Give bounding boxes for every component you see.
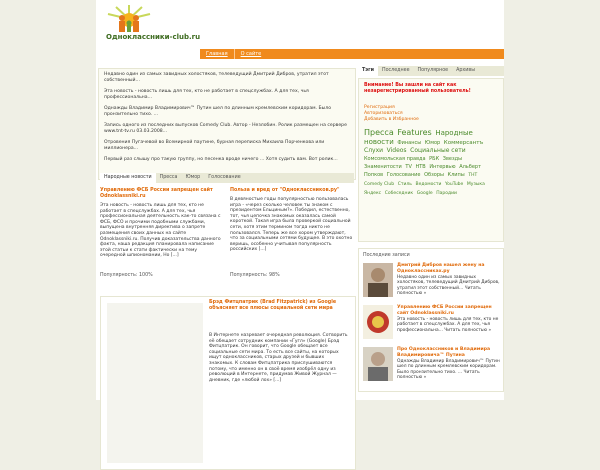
tag-cloud (364, 129, 498, 198)
featured-post (100, 296, 356, 470)
sidebar-tabs (358, 66, 504, 76)
tag-link[interactable]: Звезды (442, 156, 463, 162)
tag-link[interactable]: Юмор (424, 140, 441, 146)
tab-latest[interactable]: Последнее (381, 68, 410, 73)
logo-icon[interactable] (100, 4, 158, 34)
recent-post-item (363, 263, 501, 303)
post-excerpt: Эта новость - новость лишь для тех, кто не работает в спецслужбах. А для тех, чья профессиональная деятельность как-то связана с ФСБ, ФСО и прочими подобными службами, выпущена внутренняя директива о запрете размещения своих данных на сайте Odnoklassniki.ru. Получив доказательства данного факта, наша редакция планировала написание этой статьи к стати фактически на тему очередной шпиономании, Но [...] (100, 203, 221, 259)
tag-link[interactable]: Клипы (447, 172, 465, 178)
category-tabs (100, 173, 354, 183)
tag-link[interactable]: Собеседник (384, 191, 414, 196)
tag-link[interactable]: Яндекс (364, 191, 382, 196)
tag-link[interactable]: Интервью (429, 164, 456, 170)
tab-popular[interactable]: Популярное (417, 68, 449, 73)
featured-post-excerpt: В Интернете назревает очередная революция. Сотворить её обещает сотрудник компании «Гугл» (Google) Брэд Фитцпатрик. Он говорит, что Google обещает все социальные сети мира. То есть все сайты, на которых ищут одноклассников, старых друзей и бывших знакомых. К словам Фитцпатрика прислушиваются потому, что именно он в своё время изобрёл одну из революций в Интернете, придумав Живой Журнал — дневник, где «любой лох» [...] (209, 333, 348, 383)
tag-link[interactable]: НТВ (415, 164, 426, 170)
featured-post-title[interactable]: Брэд Фитцпатрик (Brad Fitzpatrick) из Google объясняет все плюсы социальной сети мира (209, 300, 337, 311)
tag-link[interactable]: TV (405, 164, 412, 170)
header (96, 0, 504, 46)
sidebar-tag-box (358, 78, 504, 242)
recent-post-excerpt: Недавно один из самых завидных холостяков, телеведущий Дмитрий Дибров, утратил этот собственный... Читать полностью » (397, 275, 500, 297)
tag-link[interactable]: Comedy Club (364, 182, 395, 187)
recent-post-item (363, 347, 501, 387)
intro-item[interactable]: Первый раз слышу про такую группу, но песенка вроде ничего ... Хотя судить вам. Вот ролик... (104, 157, 338, 162)
tag-link[interactable]: Знаменитости (364, 164, 402, 170)
tab-archives[interactable]: Архивы (456, 68, 475, 73)
post-popularity: Популярность: 98% (230, 273, 280, 278)
top-nav (200, 49, 504, 59)
tag-link[interactable]: Альберт Попков (364, 164, 481, 178)
page-container (96, 0, 504, 400)
tag-link[interactable]: Ведомости (415, 182, 442, 187)
posts-grid (100, 188, 354, 278)
register-link[interactable]: Регистрация (364, 105, 395, 110)
tag-link[interactable]: Народные новости (364, 129, 473, 146)
tag-link[interactable]: Videos (386, 147, 407, 154)
recent-post-thumbnail[interactable] (363, 347, 393, 381)
intro-item[interactable]: Однажды Владимир Владимирович™ Путин шел по длинным кремлевским коридорам. Было пронзительно тихо. ... (104, 106, 332, 117)
post-title[interactable]: Управлению ФСБ России запрещен сайт Odnoklassniki.ru (100, 188, 213, 199)
tag-link[interactable]: Пародии (436, 191, 457, 196)
tag-link[interactable]: YouTube (445, 182, 464, 187)
tag-link[interactable]: Google (416, 191, 433, 196)
tag-link[interactable]: Стиль (397, 182, 412, 187)
tag-link[interactable]: Features (397, 128, 432, 137)
intro-box (98, 68, 356, 180)
account-links (364, 105, 498, 123)
tab-press[interactable]: Пресса (159, 175, 178, 180)
recent-post-thumbnail[interactable] (363, 263, 393, 297)
tab-tags[interactable]: Тэги (358, 66, 378, 76)
intro-item[interactable]: Эта новость - новость лишь для тех, кто не работает в спецслужбах. А для тех, чья профессиональна... (104, 89, 309, 100)
sidebar (358, 66, 504, 392)
recent-post-item (363, 305, 501, 345)
intro-item[interactable]: Отровения Пугачевой во Всемирной паутине, бурная переписка Михаила Порченкова или миллионера... (104, 140, 325, 151)
post-title[interactable]: Польза и вред от "Одноклассников.ру" (230, 188, 340, 193)
tag-link[interactable]: Комсомольская правда (364, 156, 426, 162)
intro-item[interactable]: Недавно один из самых завидных холостяков, телеведущий Дмитрий Дибров, утратил этот собственный... (104, 72, 329, 83)
recent-post-excerpt: Эта новость - новость лишь для тех, кто не работает в спецслужбах. А для тех, чья профессиональна... Читать полностью » (397, 317, 499, 333)
recent-post-excerpt: Однажды Владимир Владимирович™ Путин шел по длинным кремлевским коридорам. Было пронзительно тихо. ... Читать полностью » (397, 359, 500, 381)
recent-posts (358, 248, 504, 392)
tag-link[interactable]: Социальные сети (410, 147, 466, 154)
tag-link[interactable]: ТНТ (468, 173, 478, 178)
intro-item[interactable]: Запись одного из последних выпусков Comedy Club. Автор - Незлобин. Ролик размещен на сервере www.tnt-tv.ru 03.03.2008... (104, 123, 347, 134)
post-card (100, 188, 224, 278)
site-logo-text[interactable]: Одноклассники-club.ru (106, 33, 201, 41)
tag-link[interactable]: Финансы (397, 140, 422, 146)
guest-warning: Внимание! Вы зашли на сайт как незарегистрированный пользователь! (364, 83, 471, 94)
tag-link[interactable]: Музыка (466, 182, 485, 187)
login-link[interactable]: Авторизоваться (364, 111, 403, 116)
main-column (96, 68, 358, 383)
post-card (230, 188, 354, 278)
recent-post-title[interactable]: Управлению ФСБ России запрещен сайт Odnoklassniki.ru (397, 305, 492, 316)
tag-link[interactable]: Обзоры (424, 172, 444, 178)
tag-link[interactable]: Слухи (364, 147, 384, 154)
recent-post-title[interactable]: Про Одноклассников и Владимира Владимировича™ Путина (397, 347, 491, 358)
nav-about-link[interactable]: О сайте (234, 49, 268, 59)
nav-home-link[interactable]: Главная (206, 51, 228, 57)
tag-link[interactable]: Коммерсантъ (443, 140, 484, 146)
featured-post-image[interactable] (107, 303, 203, 463)
tab-voting[interactable]: Голосование (208, 175, 241, 180)
tag-link[interactable]: Голосование (386, 172, 421, 178)
post-popularity: Популярность: 100% (100, 273, 153, 278)
recent-post-title[interactable]: Дмитрий Дибров нашел жену на Одноклассниках.ру (397, 263, 485, 274)
tag-link[interactable]: РБК (429, 156, 440, 162)
recent-post-thumbnail[interactable] (363, 305, 393, 339)
tag-link[interactable]: Пресса (364, 128, 394, 137)
recent-posts-header: Последние записи (363, 253, 410, 258)
bookmark-link[interactable]: Добавить в Избранное (364, 117, 419, 122)
tab-humor[interactable]: Юмор (185, 175, 201, 180)
post-excerpt: В девяностые годы популярностью пользовалась игра - «через сколько человек ты знаком с президентом Ельциным?». Победил, естественно, тот, чья цепочка знакомых оказалась самой короткой. Такая игра была проверкой социальной сети, хотя этим термином тогда никто не пользовался. Теперь же все хором утверждают, что за социальными сетями будущее. В это охотно веришь, особенно учитывая популярность российских [...] (230, 197, 353, 253)
tab-people-news[interactable]: Народные новости (100, 173, 156, 183)
